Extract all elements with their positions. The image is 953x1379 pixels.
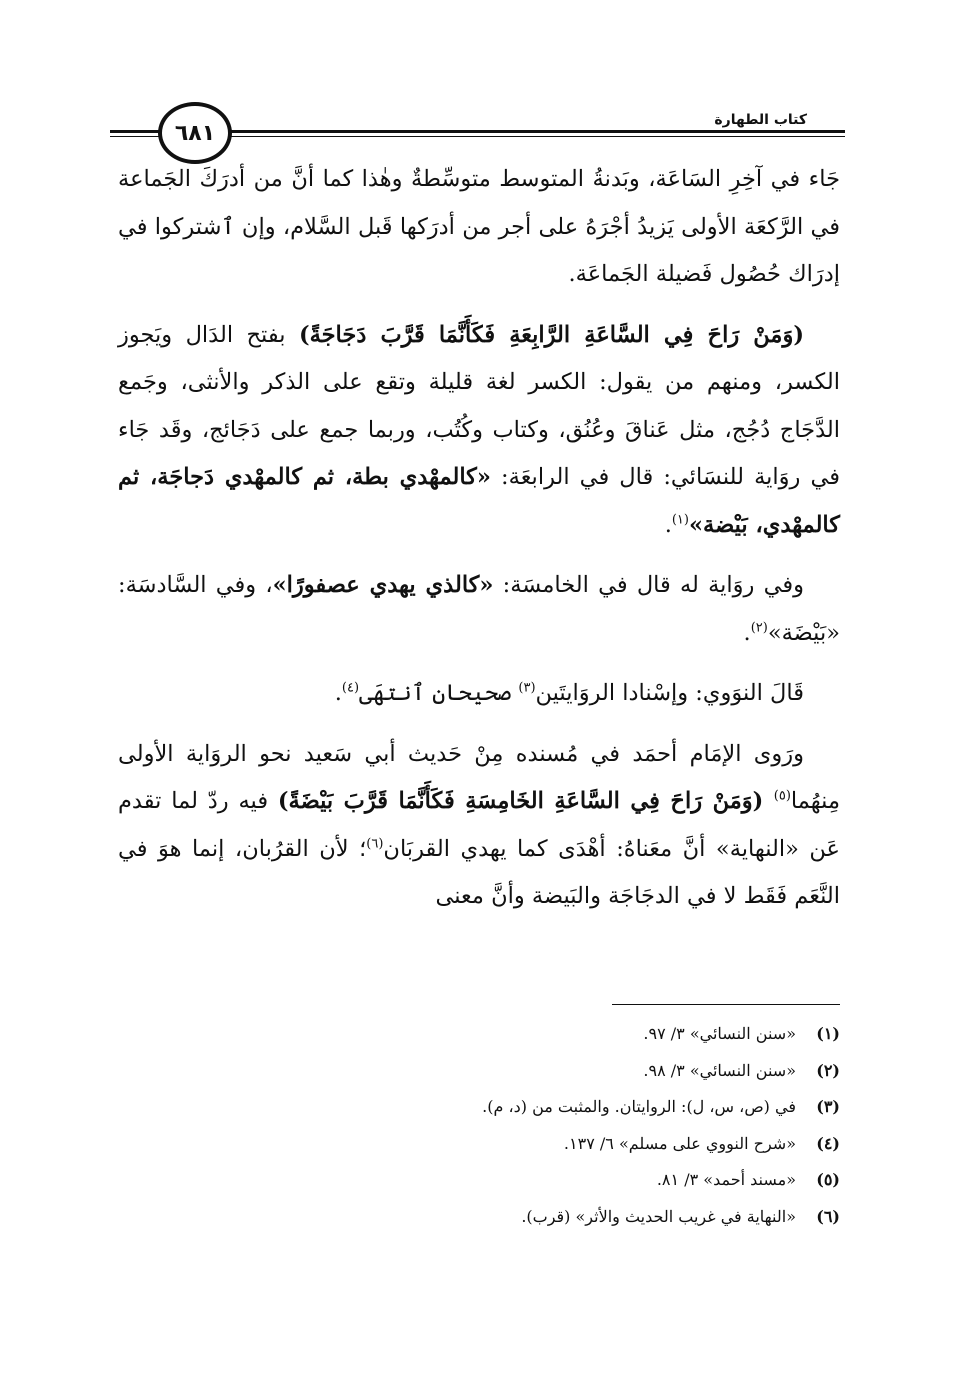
paragraph-3 bbox=[118, 562, 840, 657]
footnote-number: (٦) bbox=[816, 1206, 840, 1226]
footnote-text: «مسند أحمد» ٣/ ٨١. bbox=[656, 1170, 796, 1189]
paragraph-1 bbox=[118, 156, 840, 299]
footnotes bbox=[118, 1016, 840, 1235]
header-rule-right bbox=[220, 130, 845, 133]
paragraph-3-text: وفي روَاية له قال في الخامسَة: bbox=[493, 572, 804, 598]
footnote-text: في (ص، س، ل): الروايتان. والمثبت من (د، م). bbox=[482, 1097, 796, 1116]
hadith-quote-fourth-hour: (وَمَنْ رَاحَ فِي السَّاعَةِ الرَّابِعَةِ فَكَأَنَّمَا قَرَّبَ دَجَاجَةً) bbox=[298, 321, 804, 348]
footnote-number: (١) bbox=[816, 1024, 840, 1043]
paragraph-4-end: . bbox=[334, 680, 342, 706]
book-title: كتاب الطهارة bbox=[706, 112, 815, 128]
page-number: ٦٨١ bbox=[174, 120, 216, 146]
page-number-circle bbox=[158, 102, 232, 164]
sparrow-quote: «كالذي يهدي عصفورًا» bbox=[272, 572, 494, 598]
footnote-item bbox=[118, 1126, 840, 1163]
paragraph-2 bbox=[118, 312, 840, 550]
footnote-item bbox=[118, 1053, 840, 1090]
footnote-ref-6[interactable]: (٦) bbox=[366, 836, 384, 851]
header-rule-left bbox=[110, 130, 162, 133]
footnote-ref-2[interactable]: (٢) bbox=[750, 620, 768, 635]
footnote-ref-1[interactable]: (١) bbox=[671, 512, 689, 527]
footnote-item bbox=[118, 1016, 840, 1053]
footnote-item bbox=[118, 1162, 840, 1199]
footnote-item bbox=[118, 1199, 840, 1236]
header-rule-left-thin bbox=[110, 136, 162, 137]
paragraph-1-text: جَاء في آخِرِ السَاعَة، وبَدنةُ المتوسط متوسِّطةٌ وهٰذا كما أنَّ من أدرَكَ الجَماعة في الرَّكعَة الأولى يَزيدُ أجْرَهُ على أجر من أدرَكها قَبل السَّلام، وإن ٱشتركوا في إدرَاك حُصُول فَضيلة الجَماعَة. bbox=[118, 166, 840, 287]
paragraph-5-text-c: ؛ لأن القرُبان، إنما هوَ في النَّعَم فَقَط لا في الدجَاجَة والبَيضة وأنَّ معنى bbox=[118, 835, 840, 909]
paragraph-4-text-b: صحيحان ٱنتهَى bbox=[359, 680, 519, 706]
paragraph-3-text-b: ، وفي السَّادسَة: «بَيْضَة» bbox=[118, 572, 840, 646]
footnote-number: (٥) bbox=[816, 1170, 840, 1189]
header-rule-right-thin bbox=[220, 136, 845, 137]
hadith-quote-fifth-hour: (وَمَنْ رَاحَ فِي السَّاعَةِ الخَامِسَةِ فَكَأَنَّمَا قَرَّبَ بَيْضَةً) bbox=[277, 788, 774, 814]
footnote-text: «شرح النووي على مسلم» ٦/ ١٣٧. bbox=[563, 1133, 796, 1153]
paragraph-4-text: قَالَ النوَوي: وإسْنادا الروَايتَين bbox=[535, 680, 804, 706]
footnote-ref-3[interactable]: (٣) bbox=[518, 680, 536, 696]
footnote-text: «النهاية في غريب الحديث والأثر» (قرب). bbox=[521, 1206, 796, 1226]
footnote-number: (٢) bbox=[816, 1060, 840, 1080]
paragraph-2-text: بفتح الدَال ويَجوز الكسر، ومنهم من يقول: الكسر لغة قليلة وتقع على الذكر والأنثى، وجَمع الدَّجَاج دُجُج، مثل عَناقَ وعُنُق، وكتاب وكُتُب، وربما جمع على دَجَائج، وقَد جَاء في روَاية للنسَائي: قال في الرابعَة: bbox=[118, 321, 840, 490]
main-text bbox=[118, 156, 840, 934]
footnote-number: (٣) bbox=[816, 1097, 840, 1116]
footnote-number: (٤) bbox=[816, 1133, 840, 1153]
footnote-text: «سنن النسائي» ٣/ ٩٨. bbox=[643, 1060, 796, 1080]
footnote-ref-4[interactable]: (٤) bbox=[341, 680, 360, 696]
footnote-ref-5[interactable]: (٥) bbox=[773, 788, 791, 804]
paragraph-5 bbox=[118, 731, 840, 921]
paragraph-4 bbox=[118, 670, 840, 718]
nasai-quote: «كالمهْدي بطة، ثم كالمهْدي دَجاجَة، ثم كالمهْدي، بَيْضة» bbox=[118, 464, 840, 538]
footnote-separator bbox=[612, 1004, 840, 1005]
footnote-text: «سنن النسائي» ٣/ ٩٧. bbox=[643, 1024, 796, 1043]
paragraph-5-text-b: فيه ردّ لما تقدم عَن «النهاية» أنَّ معَناهُ: أهْدَى كما يهدي القربَان bbox=[118, 788, 840, 862]
paragraph-3-end: . bbox=[743, 619, 751, 646]
paragraph-5-text: ورَوى الإمَام أحمَد في مُسنده مِنْ حَديث أبي سَعيد نحو الروَاية الأولى مِنهُما bbox=[118, 740, 840, 814]
paragraph-2-end: . bbox=[664, 511, 672, 538]
footnote-item bbox=[118, 1089, 840, 1126]
